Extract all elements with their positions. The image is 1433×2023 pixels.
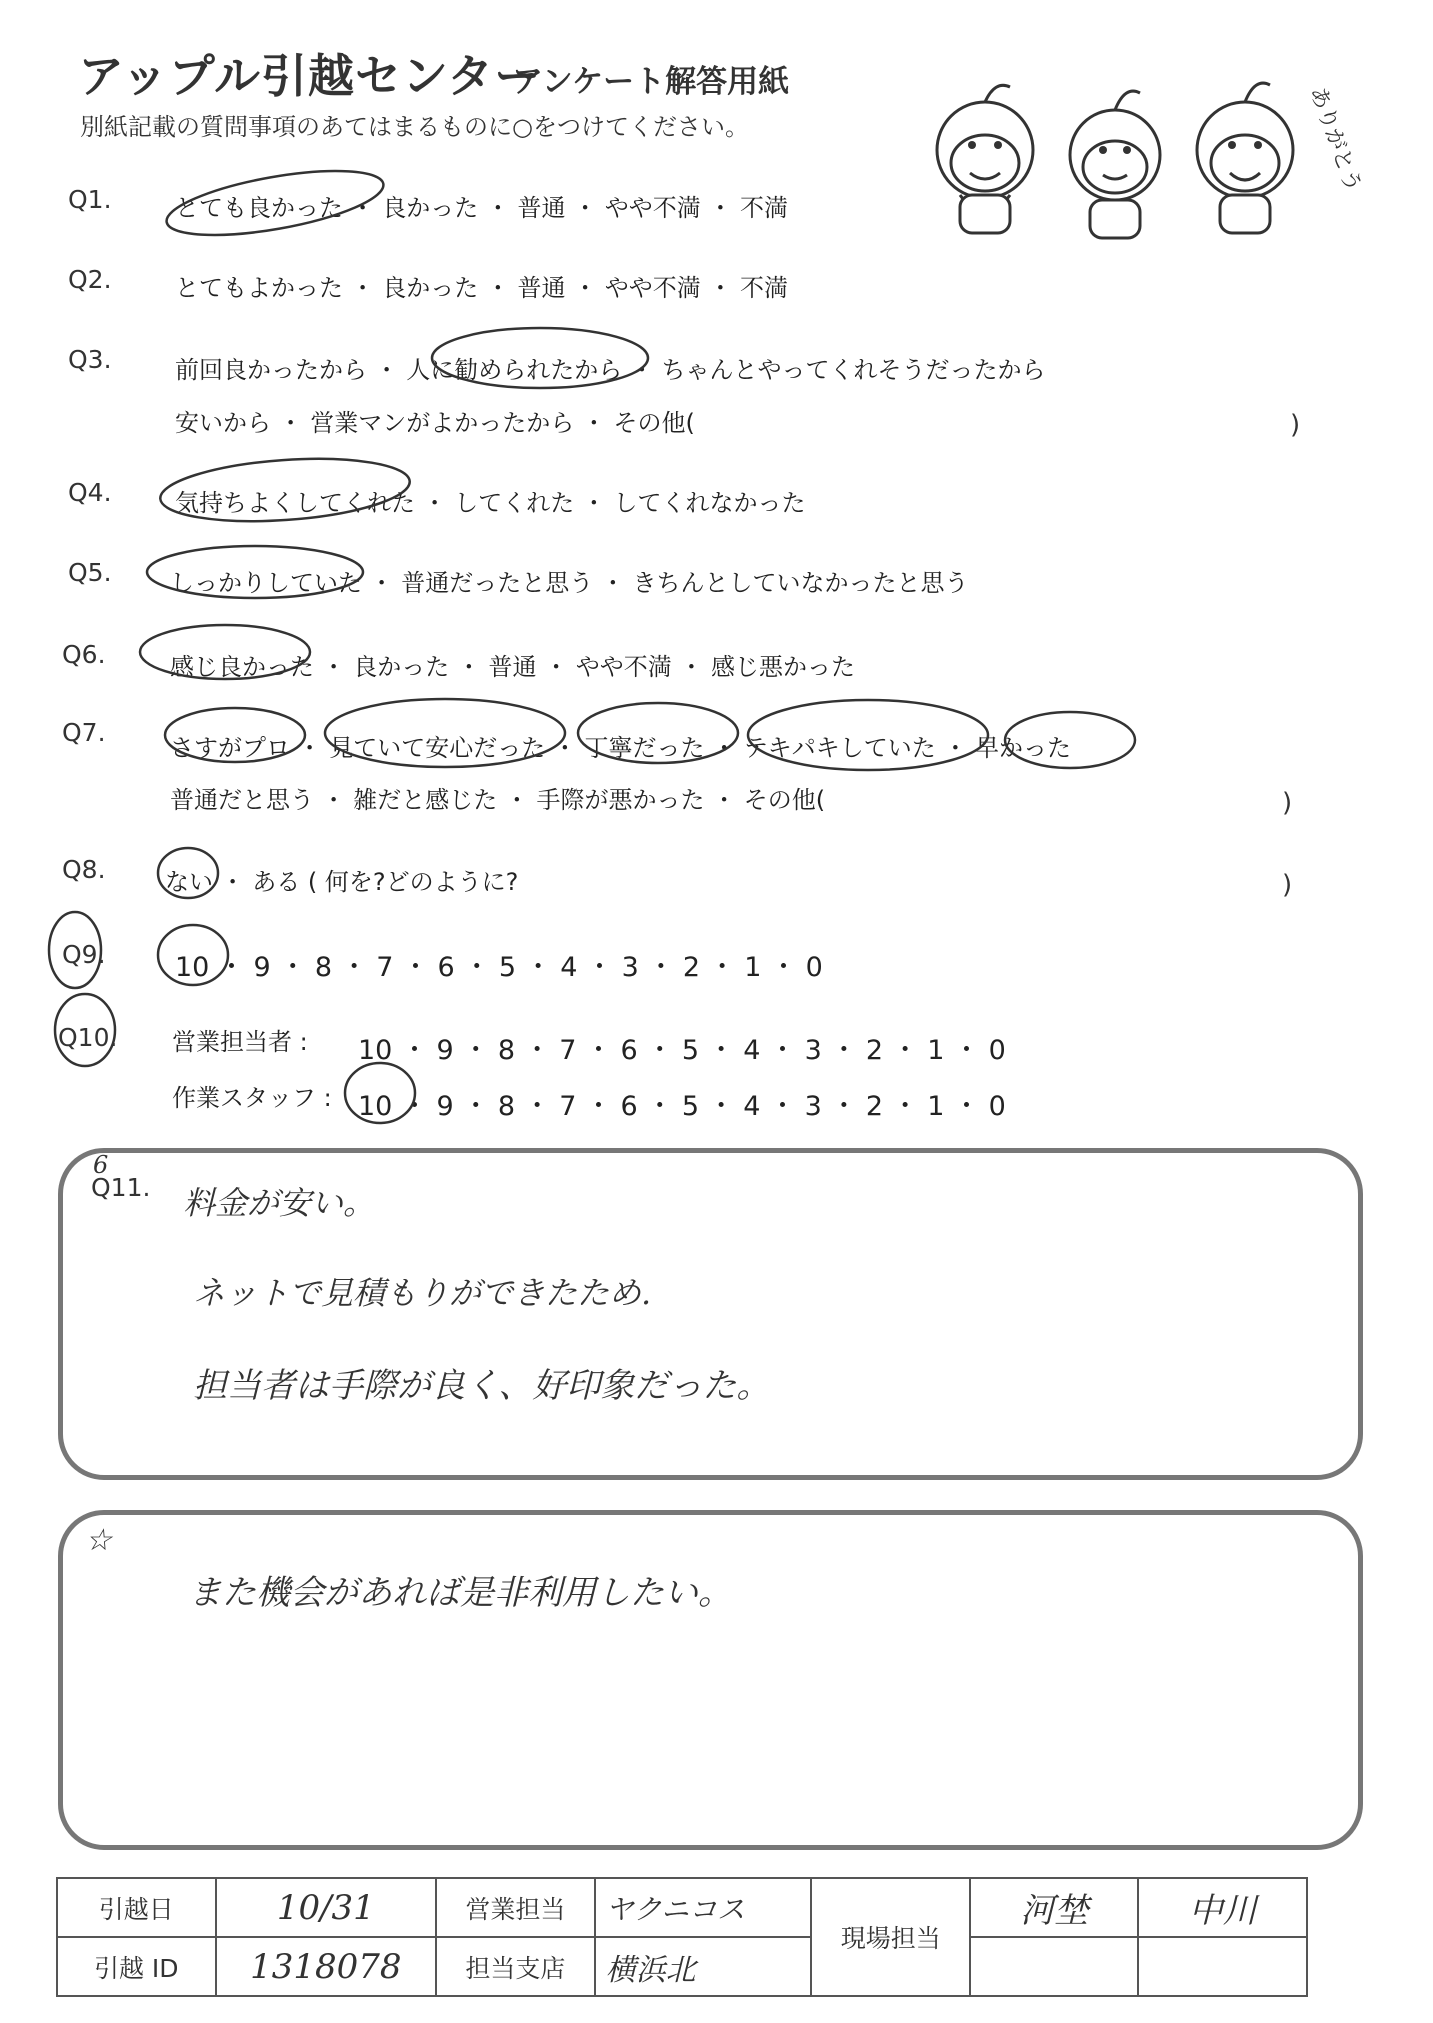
q7-options-line2: 普通だと思う ・ 雑だと感じた ・ 手際が悪かった ・ その他( — [170, 786, 826, 814]
q2-options: とてもよかった ・ 良かった ・ 普通 ・ やや不満 ・ 不満 — [175, 274, 789, 302]
company-title: アップル引越センター — [78, 49, 542, 103]
site-label: 現場担当 — [811, 1878, 970, 1996]
branch-label: 担当支店 — [436, 1937, 595, 1996]
q1-options: とても良かった ・ 良かった ・ 普通 ・ やや不満 ・ 不満 — [175, 194, 789, 222]
q12-comment-box — [58, 1510, 1363, 1850]
site-empty-cell-1 — [970, 1937, 1138, 1996]
q9-scale: 10 ・ 9 ・ 8 ・ 7 ・ 6 ・ 5 ・ 4 ・ 3 ・ 2 ・ 1 ・ 0 — [175, 952, 823, 983]
q4-label: Q4. — [68, 478, 112, 507]
q7-label: Q7. — [62, 718, 106, 747]
move-id-label: 引越 ID — [57, 1937, 216, 1996]
site-name-1: 河埜 — [970, 1878, 1138, 1937]
site-empty-cell-2 — [1138, 1937, 1307, 1996]
q5-label: Q5. — [68, 558, 112, 587]
q11-mark: 6 — [93, 1151, 109, 1179]
move-id-value: 1318078 — [216, 1937, 437, 1996]
q6-options: 感じ良かった ・ 良かった ・ 普通 ・ やや不満 ・ 感じ悪かった — [170, 653, 856, 681]
q9-label: Q9. — [62, 940, 106, 969]
thanks-text: ありがとう — [1304, 83, 1366, 196]
q11-comment-line-2: ネットで見積もりができたため. — [193, 1274, 652, 1312]
q8-options: ない ・ ある ( 何を?どのように? — [165, 868, 519, 896]
q8-close-paren: ) — [1282, 870, 1293, 900]
q3-options-line2: 安いから ・ 営業マンがよかったから ・ その他( — [175, 409, 695, 437]
sales-label: 営業担当 — [436, 1878, 595, 1937]
site-name-2: 中川 — [1138, 1878, 1307, 1937]
q10-sales-scale: 10 ・ 9 ・ 8 ・ 7 ・ 6 ・ 5 ・ 4 ・ 3 ・ 2 ・ 1 ・ 0 — [358, 1035, 1006, 1066]
q1-label: Q1. — [68, 185, 112, 214]
form-subtitle: アンケート解答用紙 — [512, 64, 790, 100]
q11-comment-line-3: 担当者は手際が良く、好印象だった。 — [193, 1366, 771, 1406]
q5-options: しっかりしていた ・ 普通だったと思う ・ きちんとしていなかったと思う — [170, 569, 969, 597]
q7-options-line1: さすがプロ ・ 見ていて安心だった ・ 丁寧だった ・ テキパキしていた ・ 早かった — [170, 734, 1072, 762]
q6-label: Q6. — [62, 640, 106, 669]
q7-close-paren: ) — [1282, 788, 1293, 818]
sales-name-value: ヤクニコス — [595, 1878, 812, 1937]
q10-staff-label: 作業スタッフ : — [172, 1084, 332, 1112]
q4-options: 気持ちよくしてくれた ・ してくれた ・ してくれなかった — [175, 489, 806, 517]
move-date-value: 10/31 — [216, 1878, 437, 1937]
q10-label: Q10. — [58, 1023, 118, 1052]
q11-comment-box — [58, 1148, 1363, 1480]
q11-label: Q11. — [91, 1173, 151, 1202]
footer-info-table — [56, 1877, 1308, 1997]
instruction-text: 別紙記載の質問事項のあてはまるものに○をつけてください。 — [80, 113, 749, 141]
branch-value: 横浜北 — [595, 1937, 812, 1996]
q10-sales-label: 営業担当者 : — [172, 1028, 308, 1056]
q12-comment-line-1: また機会があれば是非利用したい。 — [188, 1573, 732, 1613]
q3-label: Q3. — [68, 345, 112, 374]
q12-mark: ☆ — [85, 1523, 112, 1558]
q2-label: Q2. — [68, 265, 112, 294]
move-date-label: 引越日 — [57, 1878, 216, 1937]
q11-comment-line-1: 料金が安い。 — [183, 1184, 376, 1222]
q8-label: Q8. — [62, 855, 106, 884]
q3-options-line1: 前回良かったから ・ 人に勧められたから ・ ちゃんとやってくれそうだったから — [175, 356, 1046, 384]
q10-staff-scale: 10 ・ 9 ・ 8 ・ 7 ・ 6 ・ 5 ・ 4 ・ 3 ・ 2 ・ 1 ・ 0 — [358, 1091, 1006, 1122]
q3-close-paren: ) — [1290, 410, 1301, 440]
